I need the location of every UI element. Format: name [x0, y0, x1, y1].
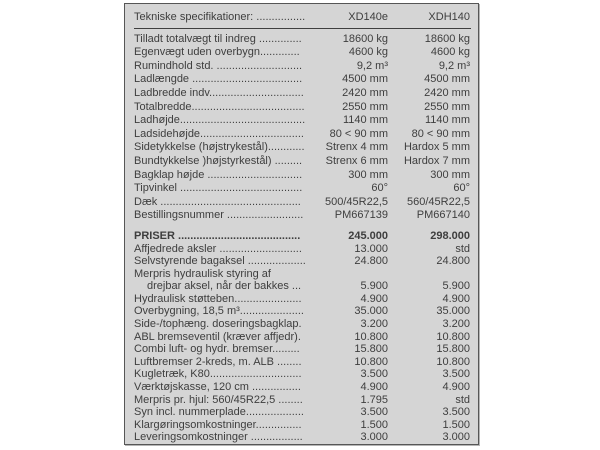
table-row	[134, 141, 471, 155]
row-value-xd140e: 18600 kg	[342, 32, 388, 45]
table-row	[134, 318, 471, 331]
table-row	[134, 196, 471, 210]
row-value-xdh140: 560/45R22,5	[407, 195, 470, 208]
row-label: Syn incl. nummerplade...................	[134, 406, 304, 419]
row-value-xd140e: 4.900	[360, 292, 388, 305]
table-row	[134, 33, 471, 47]
row-value-xdh140: 1.500	[442, 418, 470, 431]
table-row	[134, 182, 471, 196]
row-value-xd140e: 3.500	[360, 406, 388, 419]
row-label: Bagklap højde ...............................	[134, 168, 303, 181]
row-value-xd140e: 500/45R22,5	[325, 195, 388, 208]
row-value-xdh140: 300 mm	[430, 168, 470, 181]
table-row	[134, 305, 471, 318]
row-value-xd140e: 1140 mm	[342, 114, 388, 127]
column-header-xdh140: XDH140	[428, 11, 470, 23]
row-label: Ladsidehøjde..................................	[134, 127, 304, 140]
spec-price-table	[124, 3, 479, 445]
row-value-xdh140: 3.500	[442, 406, 470, 419]
specs-section	[134, 33, 471, 223]
table-row	[134, 406, 471, 419]
row-value-xd140e: Strenx 6 mm	[325, 154, 388, 167]
row-label: Sidetykkelse (højstrykestål)............	[134, 141, 305, 154]
row-label: Totalbredde.....................................	[134, 100, 305, 113]
table-row	[134, 243, 471, 256]
table-row	[134, 87, 471, 101]
table-row	[134, 60, 471, 74]
table-row	[134, 368, 471, 381]
table-row	[134, 268, 471, 281]
row-value-xdh140: PM667140	[416, 209, 470, 222]
row-label: Ladlængde ....................................	[134, 73, 303, 86]
row-label: Værktøjskasse, 120 cm ................	[134, 381, 301, 394]
table-row	[134, 431, 471, 444]
row-value-xdh140: 9,2 m³	[438, 59, 470, 72]
row-value-xd140e: 1.795	[360, 393, 388, 406]
table-row	[134, 293, 471, 306]
row-value-xd140e: 3.000	[360, 431, 388, 444]
row-value-xdh140: 15.800	[436, 343, 470, 356]
row-value-xdh140: 10.800	[436, 355, 470, 368]
row-value-xdh140: 298.000	[430, 229, 470, 242]
row-label: Selvstyrende bagaksel ...................	[134, 255, 306, 268]
row-value-xdh140: 2420 mm	[424, 86, 470, 99]
row-value-xdh140: 80 < 90 mm	[411, 127, 470, 140]
row-value-xd140e: 245.000	[348, 229, 388, 242]
row-value-xdh140: 24.800	[436, 255, 470, 268]
row-value-xd140e: 3.500	[360, 368, 388, 381]
table-row	[134, 280, 471, 293]
row-label: Merpris hydraulisk styring af	[134, 267, 271, 280]
row-value-xdh140: 2550 mm	[424, 100, 470, 113]
row-value-xdh140	[388, 268, 470, 281]
table-row	[134, 128, 471, 142]
table-row	[134, 73, 471, 87]
table-row	[134, 101, 471, 115]
row-value-xd140e: 4600 kg	[348, 46, 388, 59]
row-value-xdh140: 60°	[453, 182, 470, 195]
row-label: Luftbremser 2-kreds, m. ALB ........	[134, 355, 302, 368]
row-value-xd140e: Strenx 4 mm	[325, 141, 388, 154]
row-label: Combi luft- og hydr. bremser.........	[134, 343, 300, 356]
row-value-xdh140: 18600 kg	[424, 32, 470, 45]
table-row	[134, 169, 471, 183]
row-value-xdh140: 3.000	[442, 431, 470, 444]
table-row	[134, 394, 471, 407]
row-value-xd140e: 4.900	[360, 381, 388, 394]
row-label: Ladbredde indv...............................	[134, 86, 304, 99]
row-label: Side-/tophæng. doseringsbagklap.	[134, 318, 302, 331]
table-header-row	[134, 11, 471, 29]
row-value-xd140e: 4500 mm	[342, 73, 388, 86]
row-value-xd140e	[310, 268, 388, 281]
table-row	[134, 343, 471, 356]
row-label: Dæk ..............................................	[134, 195, 301, 208]
row-label: Bestillingsnummer .........................	[134, 209, 304, 222]
row-value-xdh140: 3.500	[442, 368, 470, 381]
row-value-xdh140: 4.900	[442, 292, 470, 305]
row-value-xd140e: 60°	[371, 182, 388, 195]
table-row	[134, 155, 471, 169]
row-label: Merpris pr. hjul: 560/45R22,5 ........	[134, 393, 303, 406]
row-value-xdh140: 1140 mm	[424, 114, 470, 127]
row-value-xd140e: 35.000	[354, 305, 388, 318]
row-label: Affjedrede aksler ...........................	[134, 242, 302, 255]
row-label: Ladhøjde.........................................	[134, 114, 306, 127]
row-label: Tipvinkel ........................................	[134, 182, 303, 195]
row-value-xdh140: 10.800	[436, 330, 470, 343]
prices-section	[134, 230, 471, 444]
row-value-xd140e: 24.800	[354, 255, 388, 268]
row-value-xd140e: 2420 mm	[342, 86, 388, 99]
table-header-title: Tekniske specifikationer: ................	[134, 11, 306, 23]
row-label: Hydraulisk støtteben......................	[134, 292, 302, 305]
table-row	[134, 230, 471, 243]
row-value-xd140e: 15.800	[354, 343, 388, 356]
table-row	[134, 419, 471, 432]
row-value-xd140e: 2550 mm	[342, 100, 388, 113]
row-value-xdh140: 35.000	[436, 305, 470, 318]
row-value-xdh140: Hardox 7 mm	[403, 154, 470, 167]
row-label: ABL bremseventil (kræver affjedr).	[134, 330, 301, 343]
row-label: Rumindhold std. ............................	[134, 59, 303, 72]
row-value-xd140e: 80 < 90 mm	[329, 127, 388, 140]
row-value-xdh140: std	[455, 393, 470, 406]
row-value-xd140e: 3.200	[360, 318, 388, 331]
row-value-xdh140: 4500 mm	[424, 73, 470, 86]
row-value-xd140e: 1.500	[360, 418, 388, 431]
column-header-xd140e: XD140e	[348, 11, 388, 23]
row-label: drejbar aksel, når der bakkes ...	[147, 280, 302, 293]
table-row	[134, 255, 471, 268]
row-label: Egenvægt uden overbygn.............	[134, 46, 300, 59]
row-value-xdh140: std	[455, 242, 470, 255]
table-row	[134, 114, 471, 128]
row-label: Klargøringsomkostninger...............	[134, 418, 302, 431]
row-value-xd140e: PM667139	[334, 209, 388, 222]
row-label: Leveringsomkostninger .................	[134, 431, 303, 444]
row-value-xdh140: 4.900	[442, 381, 470, 394]
row-label: Bundtykkelse )højstyrkestål) .........	[134, 154, 303, 167]
table-row	[134, 331, 471, 344]
row-value-xdh140: 4600 kg	[430, 46, 470, 59]
table-row	[134, 356, 471, 369]
table-row	[134, 46, 471, 60]
row-label: PRISER ........................................	[134, 229, 301, 242]
row-label: Tilladt totalvægt til indreg ..............	[134, 32, 302, 45]
row-value-xd140e: 5.900	[360, 280, 388, 293]
row-value-xd140e: 9,2 m³	[356, 59, 388, 72]
row-label: Overbygning, 18,5 m³.....................	[134, 305, 304, 318]
row-value-xd140e: 300 mm	[348, 168, 388, 181]
row-value-xd140e: 10.800	[354, 330, 388, 343]
row-value-xdh140: Hardox 5 mm	[403, 141, 470, 154]
table-row	[134, 209, 471, 223]
row-value-xd140e: 10.800	[354, 355, 388, 368]
row-value-xdh140: 3.200	[442, 318, 470, 331]
table-row	[134, 381, 471, 394]
row-value-xd140e: 13.000	[354, 242, 388, 255]
row-value-xdh140: 5.900	[442, 280, 470, 293]
row-label: Kugletræk, K80..............................	[134, 368, 302, 381]
